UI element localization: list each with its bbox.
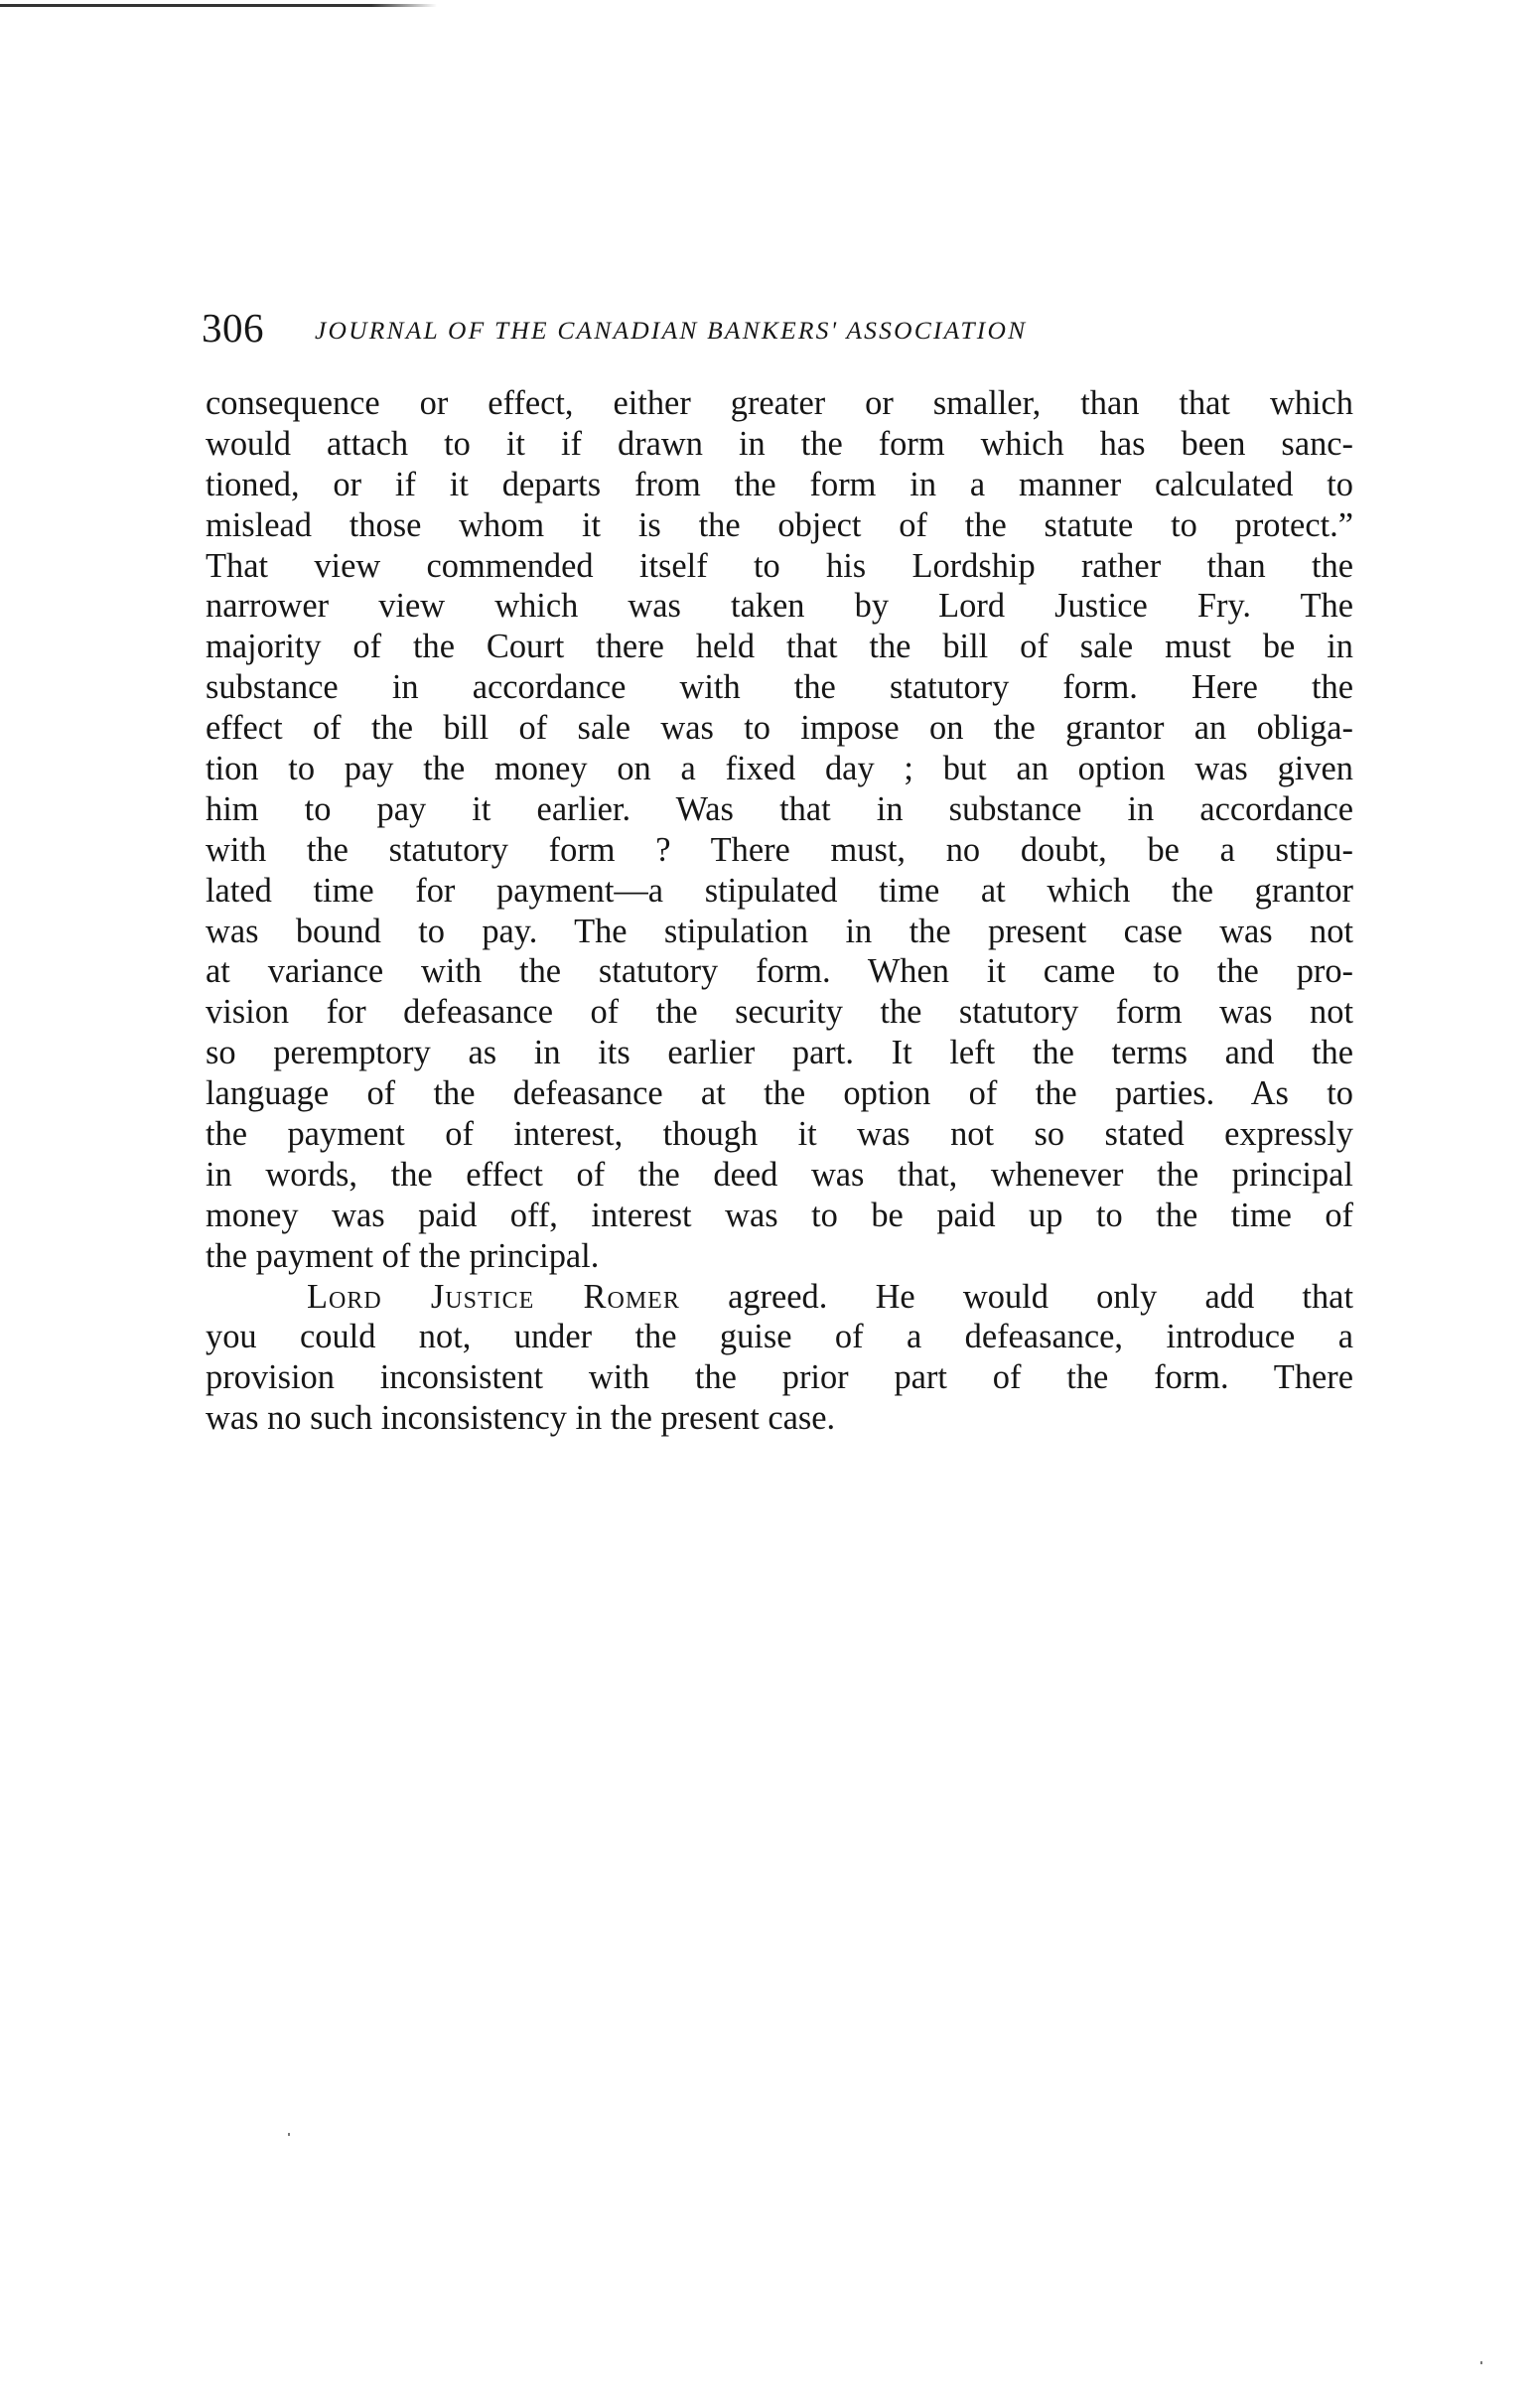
text-line: mislead those whom it is the object of the statute to protect.”	[206, 505, 1353, 544]
text-line: was no such inconsistency in the present case.	[206, 1399, 836, 1438]
text-line: with the statutory form ? There must, no doubt, be a stipu-	[206, 830, 1353, 869]
text-line	[206, 1277, 1353, 1318]
text-line: effect of the bill of sale was to impose on the grantor an obliga-	[206, 709, 1353, 748]
text-line: majority of the Court there held that the bill of sale must be in	[206, 628, 1353, 666]
text-line: That view commended itself to his Lordship rather than the	[206, 546, 1353, 585]
text-line: so peremptory as in its earlier part. It left the terms and the	[206, 1034, 1353, 1072]
text-line: was bound to pay. The stipulation in the present case was not	[206, 912, 1353, 950]
text-line: him to pay it earlier. Was that in substance in accordance	[206, 789, 1353, 828]
text-line: tioned, or if it departs from the form in a manner calculated to	[206, 465, 1353, 503]
text-line: you could not, under the guise of a defeasance, introduce a	[206, 1318, 1353, 1356]
running-title: JOURNAL OF THE CANADIAN BANKERS' ASSOCIATION	[315, 316, 1028, 345]
top-rule	[0, 4, 437, 7]
text-line: the payment of the principal.	[206, 1236, 600, 1275]
text-line: money was paid off, interest was to be paid up to the time of	[206, 1196, 1353, 1234]
body-text	[206, 383, 1353, 1439]
text-line: lated time for payment—a stipulated time at which the grantor	[206, 871, 1353, 910]
paper-speck	[288, 2133, 290, 2136]
paragraph	[206, 383, 1353, 1277]
text-line: narrower view which was taken by Lord Justice Fry. The	[206, 587, 1353, 626]
speaker-name: Lord Justice Romer	[307, 1277, 680, 1316]
text-line: at variance with the statutory form. When it came to the pro-	[206, 952, 1353, 991]
text-line: the payment of interest, though it was not so stated expressly	[206, 1115, 1353, 1154]
page-number: 306	[202, 305, 264, 351]
paragraph	[206, 1277, 1353, 1440]
text-line: language of the defeasance at the option of the parties. As to	[206, 1074, 1353, 1113]
text-line: in words, the effect of the deed was that, whenever the principal	[206, 1155, 1353, 1194]
text-line: would attach to it if drawn in the form which has been sanc-	[206, 424, 1353, 463]
text-line: provision inconsistent with the prior part of the form. There	[206, 1358, 1353, 1397]
line-remainder: agreed. He would only add that	[679, 1277, 1353, 1316]
text-line: substance in accordance with the statutory form. Here the	[206, 668, 1353, 707]
paper-speck	[1480, 2361, 1482, 2364]
text-line: tion to pay the money on a fixed day ; but an option was given	[206, 750, 1353, 788]
text-line: consequence or effect, either greater or smaller, than that which	[206, 384, 1353, 422]
text-line: vision for defeasance of the security the statutory form was not	[206, 993, 1353, 1032]
